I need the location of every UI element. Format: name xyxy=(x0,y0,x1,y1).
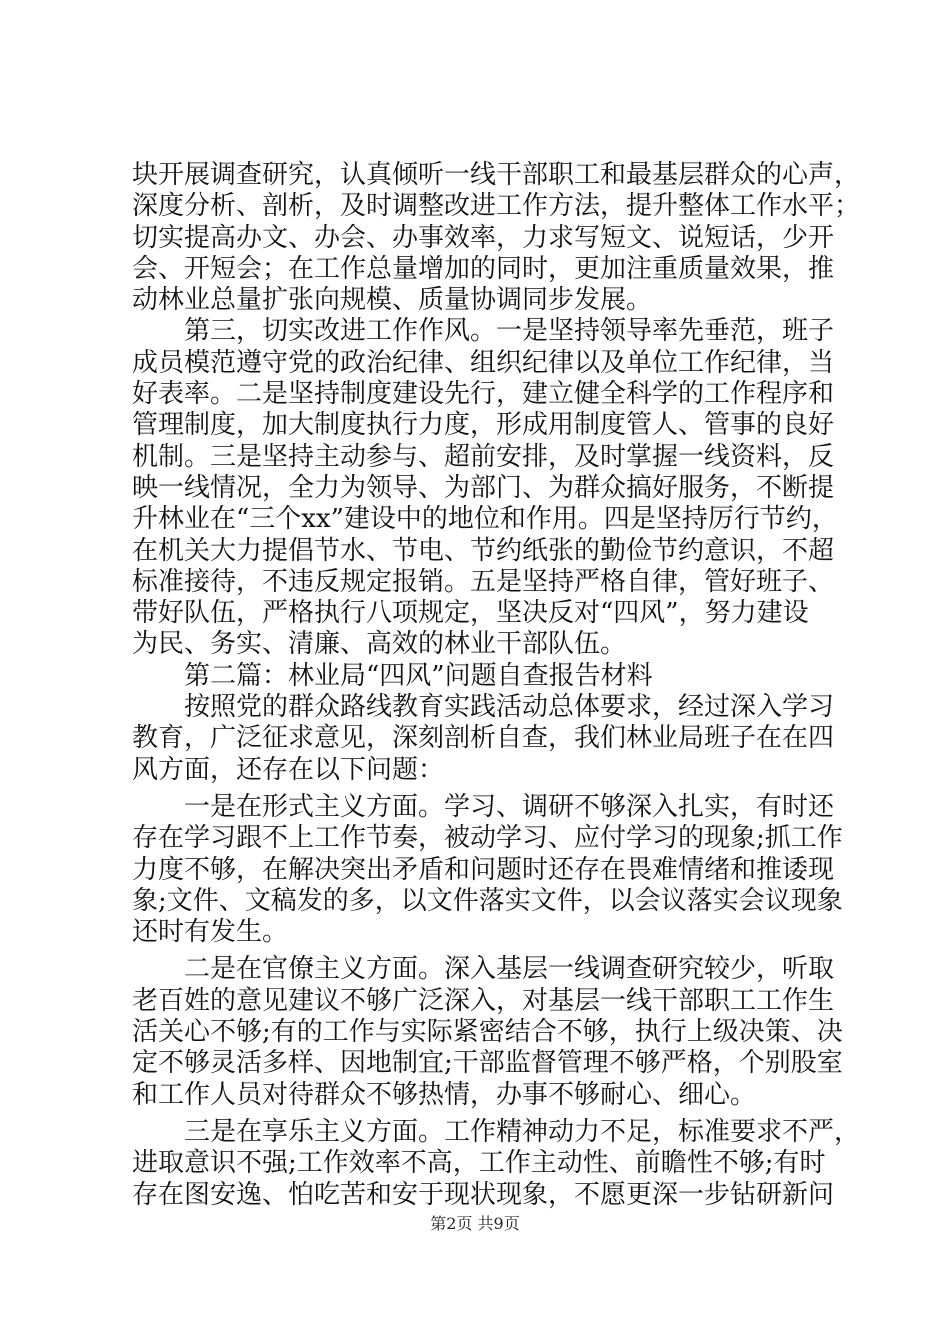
text-line: 管理制度，加大制度执行力度，形成用制度管人、管事的良好 xyxy=(132,410,835,441)
text-line: 第二篇：林业局“四风”问题自查报告材料 xyxy=(132,660,653,691)
text-line: 三是在享乐主义方面。工作精神动力不足，标准要求不严， xyxy=(132,1116,861,1147)
text-line: 会、开短会；在工作总量增加的同时，更加注重质量效果，推 xyxy=(132,253,835,284)
text-line: 按照党的群众路线教育实践活动总体要求，经过深入学习 xyxy=(132,692,835,723)
text-line: 成员模范遵守党的政治纪律、组织纪律以及单位工作纪律，当 xyxy=(132,347,835,378)
text-line: 动林业总量扩张向规模、质量协调同步发展。 xyxy=(132,285,653,316)
text-line: 为民、务实、清廉、高效的林业干部队伍。 xyxy=(132,629,627,660)
text-line: 升林业在“三个xx”建设中的地位和作用。四是坚持厉行节约， xyxy=(132,504,838,535)
text-line: 风方面，还存在以下问题： xyxy=(132,754,445,785)
text-line: 机制。三是坚持主动参与、超前安排，及时掌握一线资料，反 xyxy=(132,441,835,472)
text-line: 教育，广泛征求意见，深刻剖析自查，我们林业局班子在在四 xyxy=(132,723,835,754)
text-line: 一是在形式主义方面。学习、调研不够深入扎实，有时还 xyxy=(132,791,835,822)
text-line: 映一线情况，全力为领导、为部门、为群众搞好服务，不断提 xyxy=(132,472,835,503)
text-line: 象;文件、文稿发的多，以文件落实文件，以会议落实会议现象 xyxy=(132,885,843,916)
text-line: 第三，切实改进工作作风。一是坚持领导率先垂范，班子 xyxy=(132,316,835,347)
text-line: 在机关大力提倡节水、节电、节约纸张的勤俭节约意识，不超 xyxy=(132,535,835,566)
text-line: 切实提高办文、办会、办事效率，力求写短文、说短话，少开 xyxy=(132,222,835,253)
page-footer: 第2页 共9页 xyxy=(430,1214,520,1233)
text-line: 深度分析、剖析，及时调整改进工作方法，提升整体工作水平； xyxy=(132,191,861,222)
document-body xyxy=(132,160,861,1211)
text-line: 带好队伍，严格执行八项规定，坚决反对“四风”，努力建设 xyxy=(132,598,809,629)
text-line: 好表率。二是坚持制度建设先行，建立健全科学的工作程序和 xyxy=(132,379,835,410)
text-line: 块开展调查研究，认真倾听一线干部职工和最基层群众的心声， xyxy=(132,160,861,190)
text-line: 进取意识不强;工作效率不高，工作主动性、前瞻性不够;有时 xyxy=(132,1148,826,1179)
text-line: 二是在官僚主义方面。深入基层一线调查研究较少，听取 xyxy=(132,954,835,985)
text-line: 力度不够，在解决突出矛盾和问题时还存在畏难情绪和推诿现 xyxy=(132,854,835,885)
text-line: 存在学习跟不上工作节奏，被动学习、应付学习的现象;抓工作 xyxy=(132,823,843,854)
text-line: 标准接待，不违反规定报销。五是坚持严格自律，管好班子、 xyxy=(132,566,835,597)
text-line: 定不够灵活多样、因地制宜;干部监督管理不够严格，个别股室 xyxy=(132,1048,843,1079)
text-line: 老百姓的意见建议不够广泛深入，对基层一线干部职工工作生 xyxy=(132,985,835,1016)
text-line: 和工作人员对待群众不够热情，办事不够耐心、细心。 xyxy=(132,1079,757,1110)
text-line: 还时有发生。 xyxy=(132,917,289,948)
text-line: 存在图安逸、怕吃苦和安于现状现象，不愿更深一步钻研新问 xyxy=(132,1179,835,1210)
text-line: 活关心不够;有的工作与实际紧密结合不够，执行上级决策、决 xyxy=(132,1017,843,1048)
